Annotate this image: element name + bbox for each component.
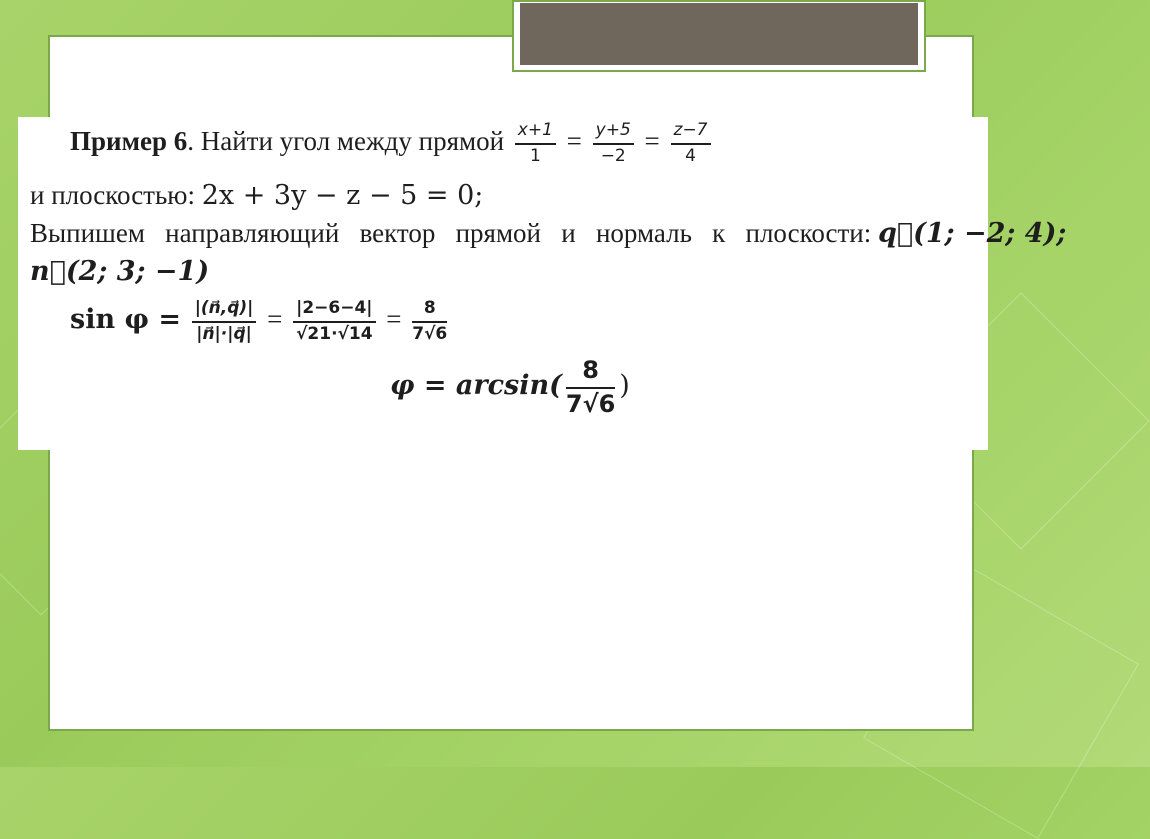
sin-fraction-definition: $\frac{|(n⃗,q⃗)|}{|n⃗|\cdot|q⃗|}$ xyxy=(192,299,257,344)
line-fraction-z: $\frac{z-7}{4}$ xyxy=(671,121,711,166)
q-vector: q⃗(1; −2; 4); xyxy=(878,218,1067,249)
example-heading: Пример 6 xyxy=(70,125,188,156)
sin-formula xyxy=(70,299,451,344)
sin-fraction-values: $\frac{|2-6-4|}{√21\cdot√14}$ xyxy=(293,299,375,344)
line-fraction-x: $\frac{x+1}{1}$ xyxy=(515,121,556,166)
example-task-line xyxy=(70,121,715,166)
line-fraction-y: $\frac{y+5}{-2}$ xyxy=(593,121,634,166)
equals-sign: = xyxy=(644,125,660,156)
vector-line xyxy=(30,218,1066,249)
equals-sign: = xyxy=(566,125,582,156)
sin-label: sin φ = xyxy=(70,303,181,335)
sin-fraction-result: $\frac{8}{7√6}$ xyxy=(412,298,448,344)
vector-text: Выпишем направляющий вектор прямой и нормаль к плоскости: xyxy=(30,218,872,248)
phi-fraction: $\frac{8}{7√6}$ xyxy=(565,356,616,418)
equals-sign: = xyxy=(386,303,402,334)
task-text: . Найти угол между прямой xyxy=(187,125,505,156)
content-card xyxy=(18,117,1067,450)
title-bar xyxy=(520,3,918,65)
equals-sign: = xyxy=(267,303,283,334)
plane-label: и плоскостью: xyxy=(30,180,195,210)
plane-line xyxy=(30,180,483,211)
normal-line xyxy=(30,256,209,287)
n-vector: n⃗(2; 3; −1) xyxy=(30,256,210,287)
phi-formula xyxy=(390,357,630,418)
phi-label: φ = arcsin( xyxy=(390,369,562,401)
plane-equation: 2x + 3y − z − 5 = 0; xyxy=(201,180,484,211)
phi-close-paren: ) xyxy=(619,369,630,401)
